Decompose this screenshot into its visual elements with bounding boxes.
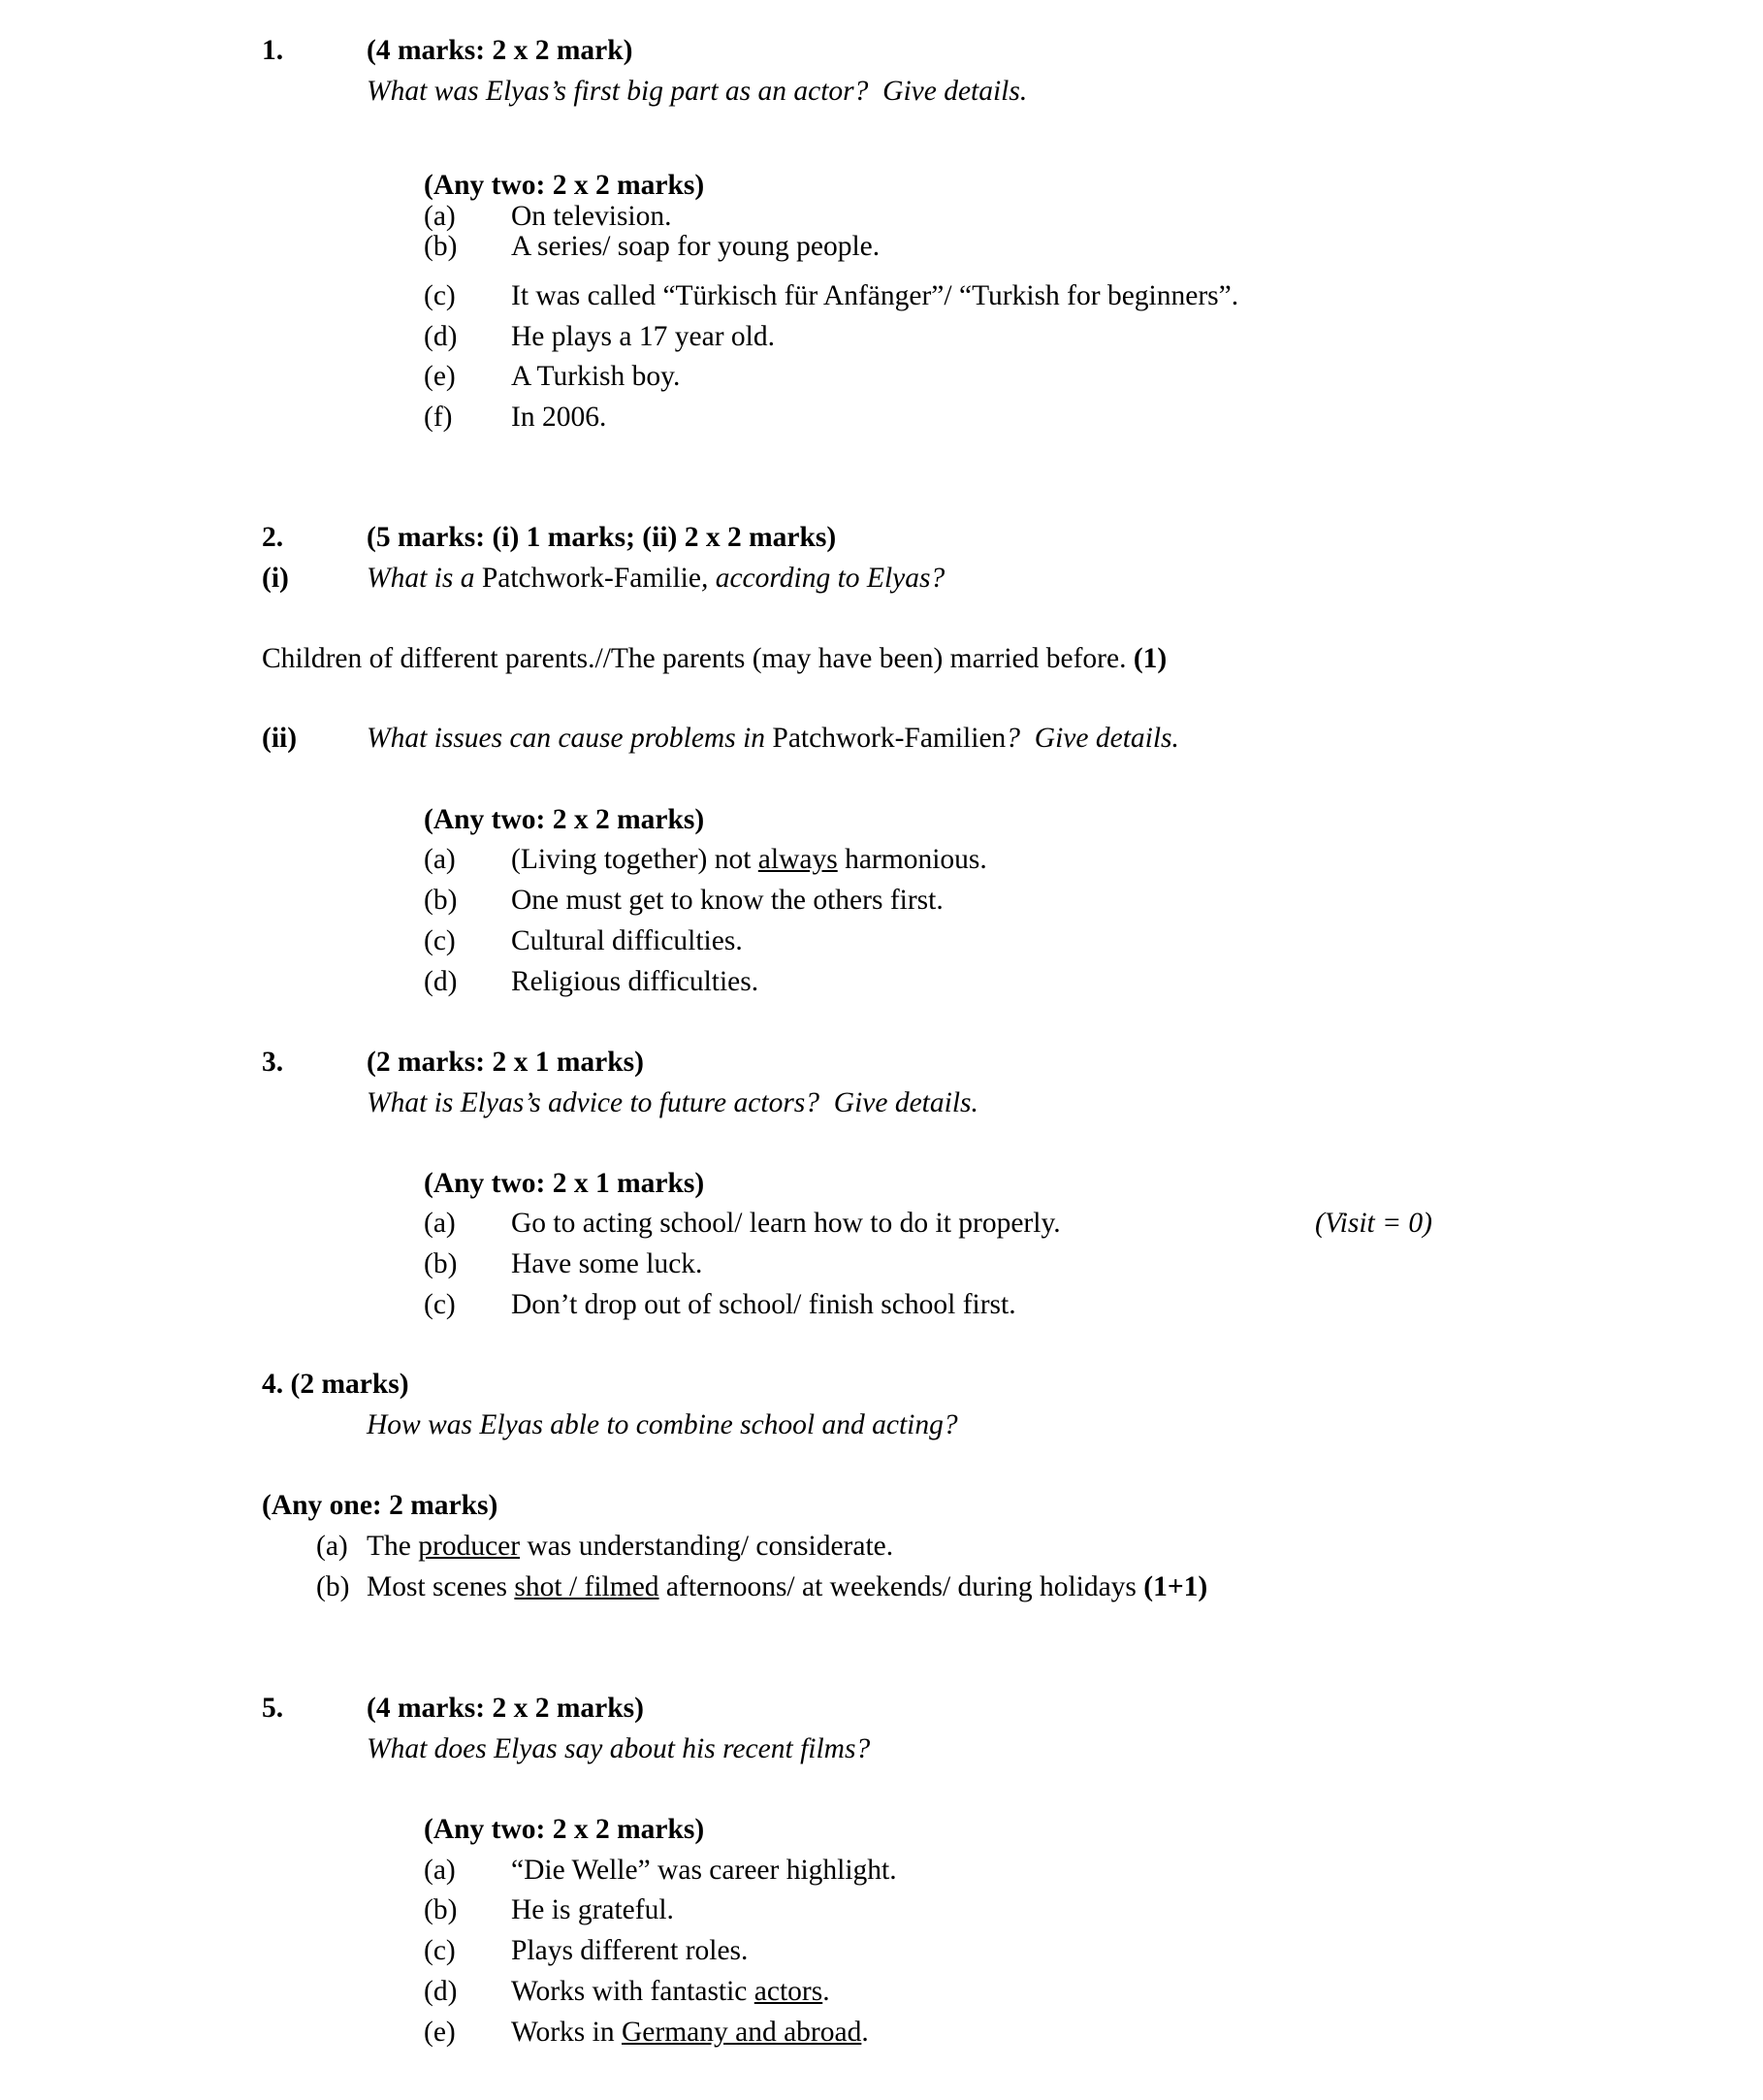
question-4-item-a-text bbox=[367, 1533, 893, 1562]
question-4-item-b-mark: (1+1) bbox=[1143, 1571, 1208, 1602]
question-4-item-a-post: was understanding/ considerate. bbox=[520, 1531, 894, 1562]
question-2-item-d-text: Religious difficulties. bbox=[511, 966, 759, 997]
question-5-item-d-text bbox=[511, 1978, 830, 2007]
question-2-part-i-answer bbox=[262, 645, 1167, 674]
question-5-item-e-underlined: Germany and abroad bbox=[621, 2017, 862, 2048]
question-5-item-d-post: . bbox=[822, 1976, 830, 2007]
question-1-item-d-label: (d) bbox=[424, 321, 458, 352]
question-2-part-i-prompt-tail: , according to Elyas? bbox=[700, 563, 946, 594]
question-1-item-f-text: In 2006. bbox=[511, 402, 607, 433]
question-2-part-i-prompt-term: Patchwork-Familie bbox=[481, 563, 701, 594]
question-2-item-c-label: (c) bbox=[424, 925, 456, 956]
question-2-part-ii-label: (ii) bbox=[262, 723, 298, 754]
question-1-marks-header: (4 marks: 2 x 2 mark) bbox=[367, 35, 633, 66]
question-2-part-ii-prompt-term: Patchwork-Familien bbox=[772, 723, 1007, 754]
question-4-item-b-underlined: shot / filmed bbox=[514, 1571, 659, 1602]
question-5-marks-header: (4 marks: 2 x 2 marks) bbox=[367, 1693, 644, 1724]
question-1-item-c-label: (c) bbox=[424, 280, 456, 311]
question-2-part-i-label: (i) bbox=[262, 563, 289, 594]
question-1-item-a-label: (a) bbox=[424, 201, 456, 232]
question-4-item-b-pre: Most scenes bbox=[367, 1571, 515, 1602]
question-1-any-header: (Any two: 2 x 2 marks) bbox=[424, 170, 705, 201]
question-3-item-b-label: (b) bbox=[424, 1248, 458, 1279]
question-1-item-c-text: It was called “Türkisch für Anfänger”/ “Turkish for beginners”. bbox=[511, 280, 1239, 311]
question-2-marks-header: (5 marks: (i) 1 marks; (ii) 2 x 2 marks) bbox=[367, 522, 837, 553]
question-2-item-d-label: (d) bbox=[424, 966, 458, 997]
question-3-item-c-text: Don’t drop out of school/ finish school first. bbox=[511, 1289, 1016, 1320]
question-2-item-b-text: One must get to know the others first. bbox=[511, 885, 944, 916]
question-2-item-b-label: (b) bbox=[424, 885, 458, 916]
question-1-prompt: What was Elyas’s first big part as an actor? Give details. bbox=[367, 76, 1028, 107]
question-3-prompt: What is Elyas’s advice to future actors? Give details. bbox=[367, 1087, 978, 1118]
question-2-part-i-answer-text: Children of different parents.//The parents (may have been) married before. bbox=[262, 643, 1134, 674]
question-2-part-i-prompt bbox=[367, 565, 945, 594]
question-2-part-i-answer-mark: (1) bbox=[1133, 643, 1168, 674]
question-5-item-b-label: (b) bbox=[424, 1894, 458, 1925]
question-1-item-e-text: A Turkish boy. bbox=[511, 361, 681, 392]
question-5-prompt: What does Elyas say about his recent films? bbox=[367, 1733, 871, 1764]
question-5-item-a-text: “Die Welle” was career highlight. bbox=[511, 1855, 897, 1886]
question-2-part-i-prompt-lead: What is a bbox=[367, 563, 482, 594]
question-5-item-d-underlined: actors bbox=[753, 1976, 823, 2007]
question-3-item-b-text: Have some luck. bbox=[511, 1248, 703, 1279]
question-2-item-a-underlined: always bbox=[757, 844, 838, 875]
question-4-any-header: (Any one: 2 marks) bbox=[262, 1490, 498, 1521]
question-2-number: 2. bbox=[262, 522, 284, 553]
question-2-item-c-text: Cultural difficulties. bbox=[511, 925, 743, 956]
question-2-item-a-pre: (Living together) not bbox=[511, 844, 758, 875]
question-2-any-header: (Any two: 2 x 2 marks) bbox=[424, 804, 705, 835]
question-2-part-ii-prompt-lead: What issues can cause problems in bbox=[367, 723, 773, 754]
question-3-item-c-label: (c) bbox=[424, 1289, 456, 1320]
question-4-number-and-marks: 4. (2 marks) bbox=[262, 1369, 409, 1400]
question-2-item-a-post: harmonious. bbox=[837, 844, 987, 875]
question-5-item-e-label: (e) bbox=[424, 2017, 456, 2048]
question-3-item-a-text: Go to acting school/ learn how to do it properly. bbox=[511, 1208, 1061, 1239]
question-1-item-a-text: On television. bbox=[511, 201, 672, 232]
question-4-item-a-underlined: producer bbox=[418, 1531, 521, 1562]
question-2-item-a-text bbox=[511, 846, 987, 875]
question-1-number: 1. bbox=[262, 35, 284, 66]
question-5-item-e-post: . bbox=[861, 2017, 869, 2048]
question-2-item-a-label: (a) bbox=[424, 844, 456, 875]
question-3-number: 3. bbox=[262, 1047, 284, 1078]
question-5-item-e-text bbox=[511, 2019, 869, 2048]
question-5-item-d-pre: Works with fantastic bbox=[511, 1976, 754, 2007]
question-1-item-e-label: (e) bbox=[424, 361, 456, 392]
question-5-any-header: (Any two: 2 x 2 marks) bbox=[424, 1814, 705, 1845]
question-5-number: 5. bbox=[262, 1693, 284, 1724]
question-1-item-f-label: (f) bbox=[424, 402, 453, 433]
question-4-prompt: How was Elyas able to combine school and acting? bbox=[367, 1409, 958, 1440]
question-5-item-c-text: Plays different roles. bbox=[511, 1935, 749, 1966]
question-5-item-a-label: (a) bbox=[424, 1855, 456, 1886]
question-3-any-header: (Any two: 2 x 1 marks) bbox=[424, 1168, 705, 1199]
question-3-marks-header: (2 marks: 2 x 1 marks) bbox=[367, 1047, 644, 1078]
question-2-part-ii-prompt bbox=[367, 725, 1179, 754]
question-5-item-d-label: (d) bbox=[424, 1976, 458, 2007]
question-4-item-a-label: (a) bbox=[316, 1531, 348, 1562]
question-5-item-e-pre: Works in bbox=[511, 2017, 622, 2048]
question-3-item-a-label: (a) bbox=[424, 1208, 456, 1239]
question-4-item-b-post: afternoons/ at weekends/ during holidays bbox=[658, 1571, 1144, 1602]
question-5-item-c-label: (c) bbox=[424, 1935, 456, 1966]
question-1-item-b-label: (b) bbox=[424, 231, 458, 262]
question-4-item-b-text bbox=[367, 1573, 1207, 1602]
question-3-side-note: (Visit = 0) bbox=[1315, 1208, 1432, 1239]
question-5-item-b-text: He is grateful. bbox=[511, 1894, 674, 1925]
question-4-item-a-pre: The bbox=[367, 1531, 419, 1562]
question-1-item-d-text: He plays a 17 year old. bbox=[511, 321, 775, 352]
question-2-part-ii-prompt-tail: ? Give details. bbox=[1006, 723, 1179, 754]
question-1-item-b-text: A series/ soap for young people. bbox=[511, 231, 881, 262]
question-4-item-b-label: (b) bbox=[316, 1571, 350, 1602]
